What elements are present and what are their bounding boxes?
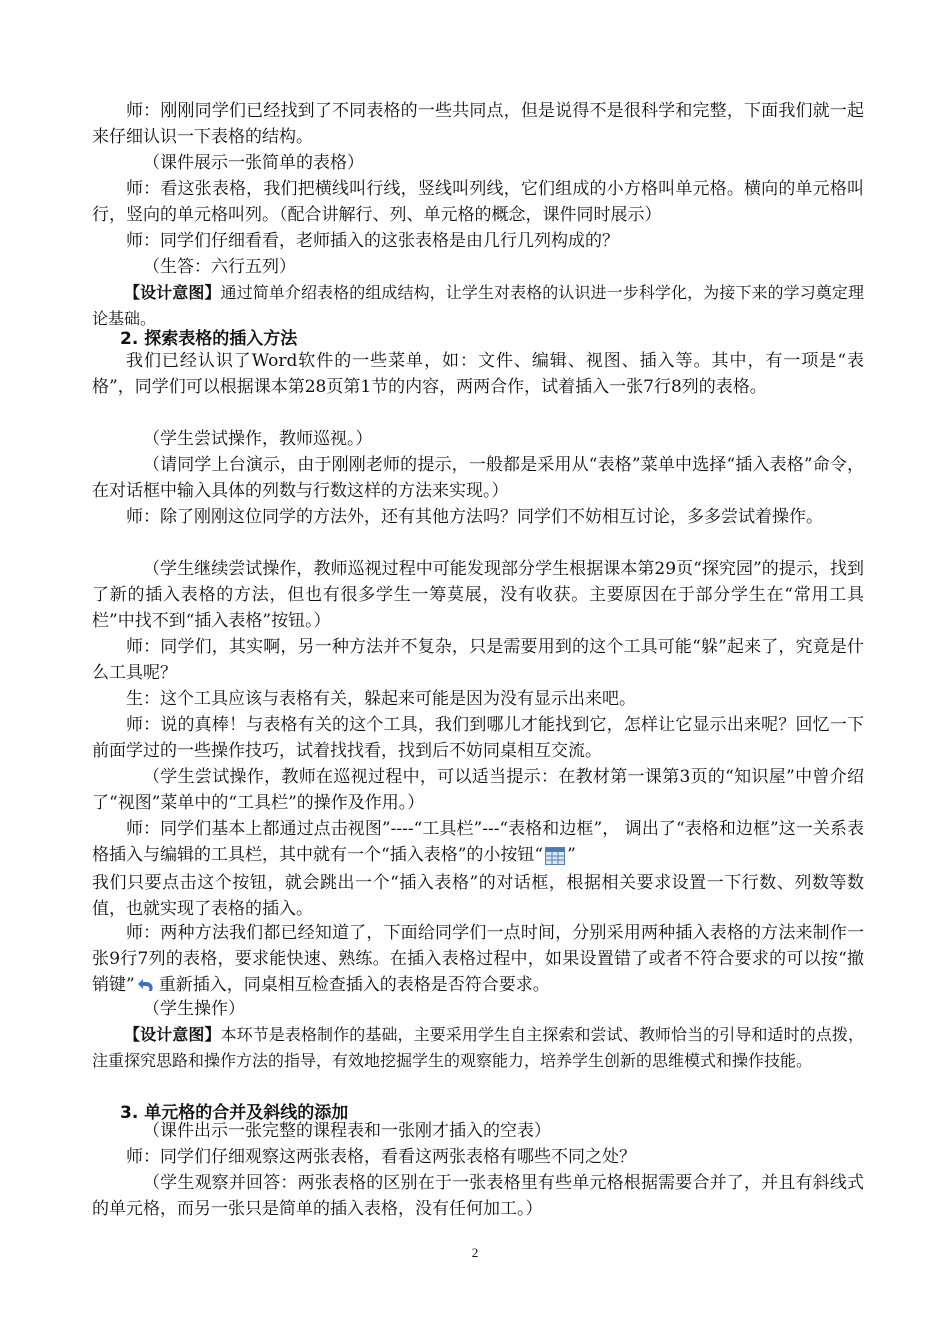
insert-table-icon — [545, 847, 565, 865]
design-intent-text: 通过简单介绍表格的组成结构，让学生对表格的认识进一步科学化，为接下来的学习奠定理论基础。 — [92, 283, 864, 328]
design-intent-paragraph — [92, 1022, 864, 1074]
paragraph: （学生继续尝试操作，教师巡视过程中可能发现部分学生根据课本第29页“探究园”的提示，找到了新的插入表格的方法，但也有很多学生一筹莫展，没有收获。主要原因在于部分学生在“常用工具栏”中找不到“插入表格”按钮。） — [92, 559, 864, 631]
paragraph: 我们只要点击这个按钮，就会跳出一个“插入表格”的对话框，根据相关要求设置一下行数、列数等数值，也就实现了表格的插入。 — [92, 873, 864, 919]
section-heading: 3. 单元格的合并及斜线的添加 — [120, 1103, 349, 1123]
paragraph: 我们已经认识了Word软件的一些菜单，如：文件、编辑、视图、插入等。其中，有一项是“表格”，同学们可以根据课本第28页第1节的内容，两两合作，试着插入一张7行8列的表格。 — [92, 351, 864, 397]
paragraph: 师：除了刚刚这位同学的方法外，还有其他方法吗？同学们不妨相互讨论，多多尝试着操作。 — [126, 507, 823, 527]
paragraph: （学生观察并回答：两张表格的区别在于一张表格里有些单元格根据需要合并了，并且有斜线式的单元格，而另一张只是简单的插入表格，没有任何加工。） — [92, 1173, 864, 1219]
page-number: 2 — [471, 1245, 479, 1260]
paragraph-text: 师：同学们基本上都通过点击视图”----“工具栏”---“表格和边框”， 调出了“表格和边框”这一关系表格插入与编辑的工具栏，其中就有一个“插入表格”的小按钮“ — [92, 819, 864, 865]
design-intent-label: 【设计意图】 — [124, 1025, 221, 1044]
paragraph: 师：说的真棒！与表格有关的这个工具，我们到哪儿才能找到它，怎样让它显示出来呢？回忆一下前面学过的一些操作技巧，试着找找看，找到后不妨同桌相互交流。 — [92, 715, 864, 761]
paragraph: 师：同学们仔细观察这两张表格，看看这两张表格有哪些不同之处？ — [126, 1147, 636, 1167]
paragraph: 生：这个工具应该与表格有关，躲起来可能是因为没有显示出来吧。 — [126, 689, 636, 709]
paragraph: （学生操作） — [143, 999, 245, 1019]
paragraph: 师：刚刚同学们已经找到了不同表格的一些共同点，但是说得不是很科学和完整，下面我们就一起来仔细认识一下表格的结构。 — [92, 101, 864, 147]
paragraph: 师：看这张表格，我们把横线叫行线，竖线叫列线，它们组成的小方格叫单元格。横向的单元格叫行，竖向的单元格叫列。（配合讲解行、列、单元格的概念，课件同时展示） — [92, 179, 864, 225]
undo-icon — [137, 977, 157, 995]
paragraph-text: 师：两种方法我们都已经知道了，下面给同学们一点时间，分别采用两种插入表格的方法来制作一张9行7列的表格，要求能快速、熟练。在插入表格过程中，如果设置错了或者不符合要求的可以按“撤销键” — [92, 923, 864, 995]
paragraph: 师：同学们，其实啊，另一种方法并不复杂，只是需要用到的这个工具可能“躲”起来了，究竟是什么工具呢？ — [92, 637, 864, 683]
paragraph: （请同学上台演示，由于刚刚老师的提示，一般都是采用从“表格”菜单中选择“插入表格”命令，在对话框中输入具体的列数与行数这样的方法来实现。） — [92, 455, 864, 501]
section-heading: 2. 探索表格的插入方法 — [120, 329, 298, 349]
paragraph: （生答：六行五列） — [143, 257, 296, 277]
paragraph: （课件出示一张完整的课程表和一张刚才插入的空表） — [143, 1121, 551, 1141]
paragraph — [92, 816, 864, 868]
design-intent-text: 本环节是表格制作的基础，主要采用学生自主探索和尝试、教师恰当的引导和适时的点拨，注重探究思路和操作方法的指导，有效地挖掘学生的观察能力，培养学生创新的思维模式和操作技能。 — [92, 1025, 864, 1070]
paragraph: （课件展示一张简单的表格） — [143, 153, 364, 173]
design-intent-label: 【设计意图】 — [124, 283, 221, 302]
paragraph — [92, 920, 864, 998]
paragraph-text: 重新插入，同桌相互检查插入的表格是否符合要求。 — [158, 975, 550, 995]
paragraph: 师：同学们仔细看看，老师插入的这张表格是由几行几列构成的？ — [126, 231, 619, 251]
paragraph: （学生尝试操作，教师在巡视过程中，可以适当提示：在教材第一课第3页的“知识屋”中曾介绍了“视图”菜单中的“工具栏”的操作及作用。） — [92, 767, 864, 813]
paragraph-text: ” — [567, 845, 576, 865]
paragraph: （学生尝试操作，教师巡视。） — [143, 429, 373, 449]
